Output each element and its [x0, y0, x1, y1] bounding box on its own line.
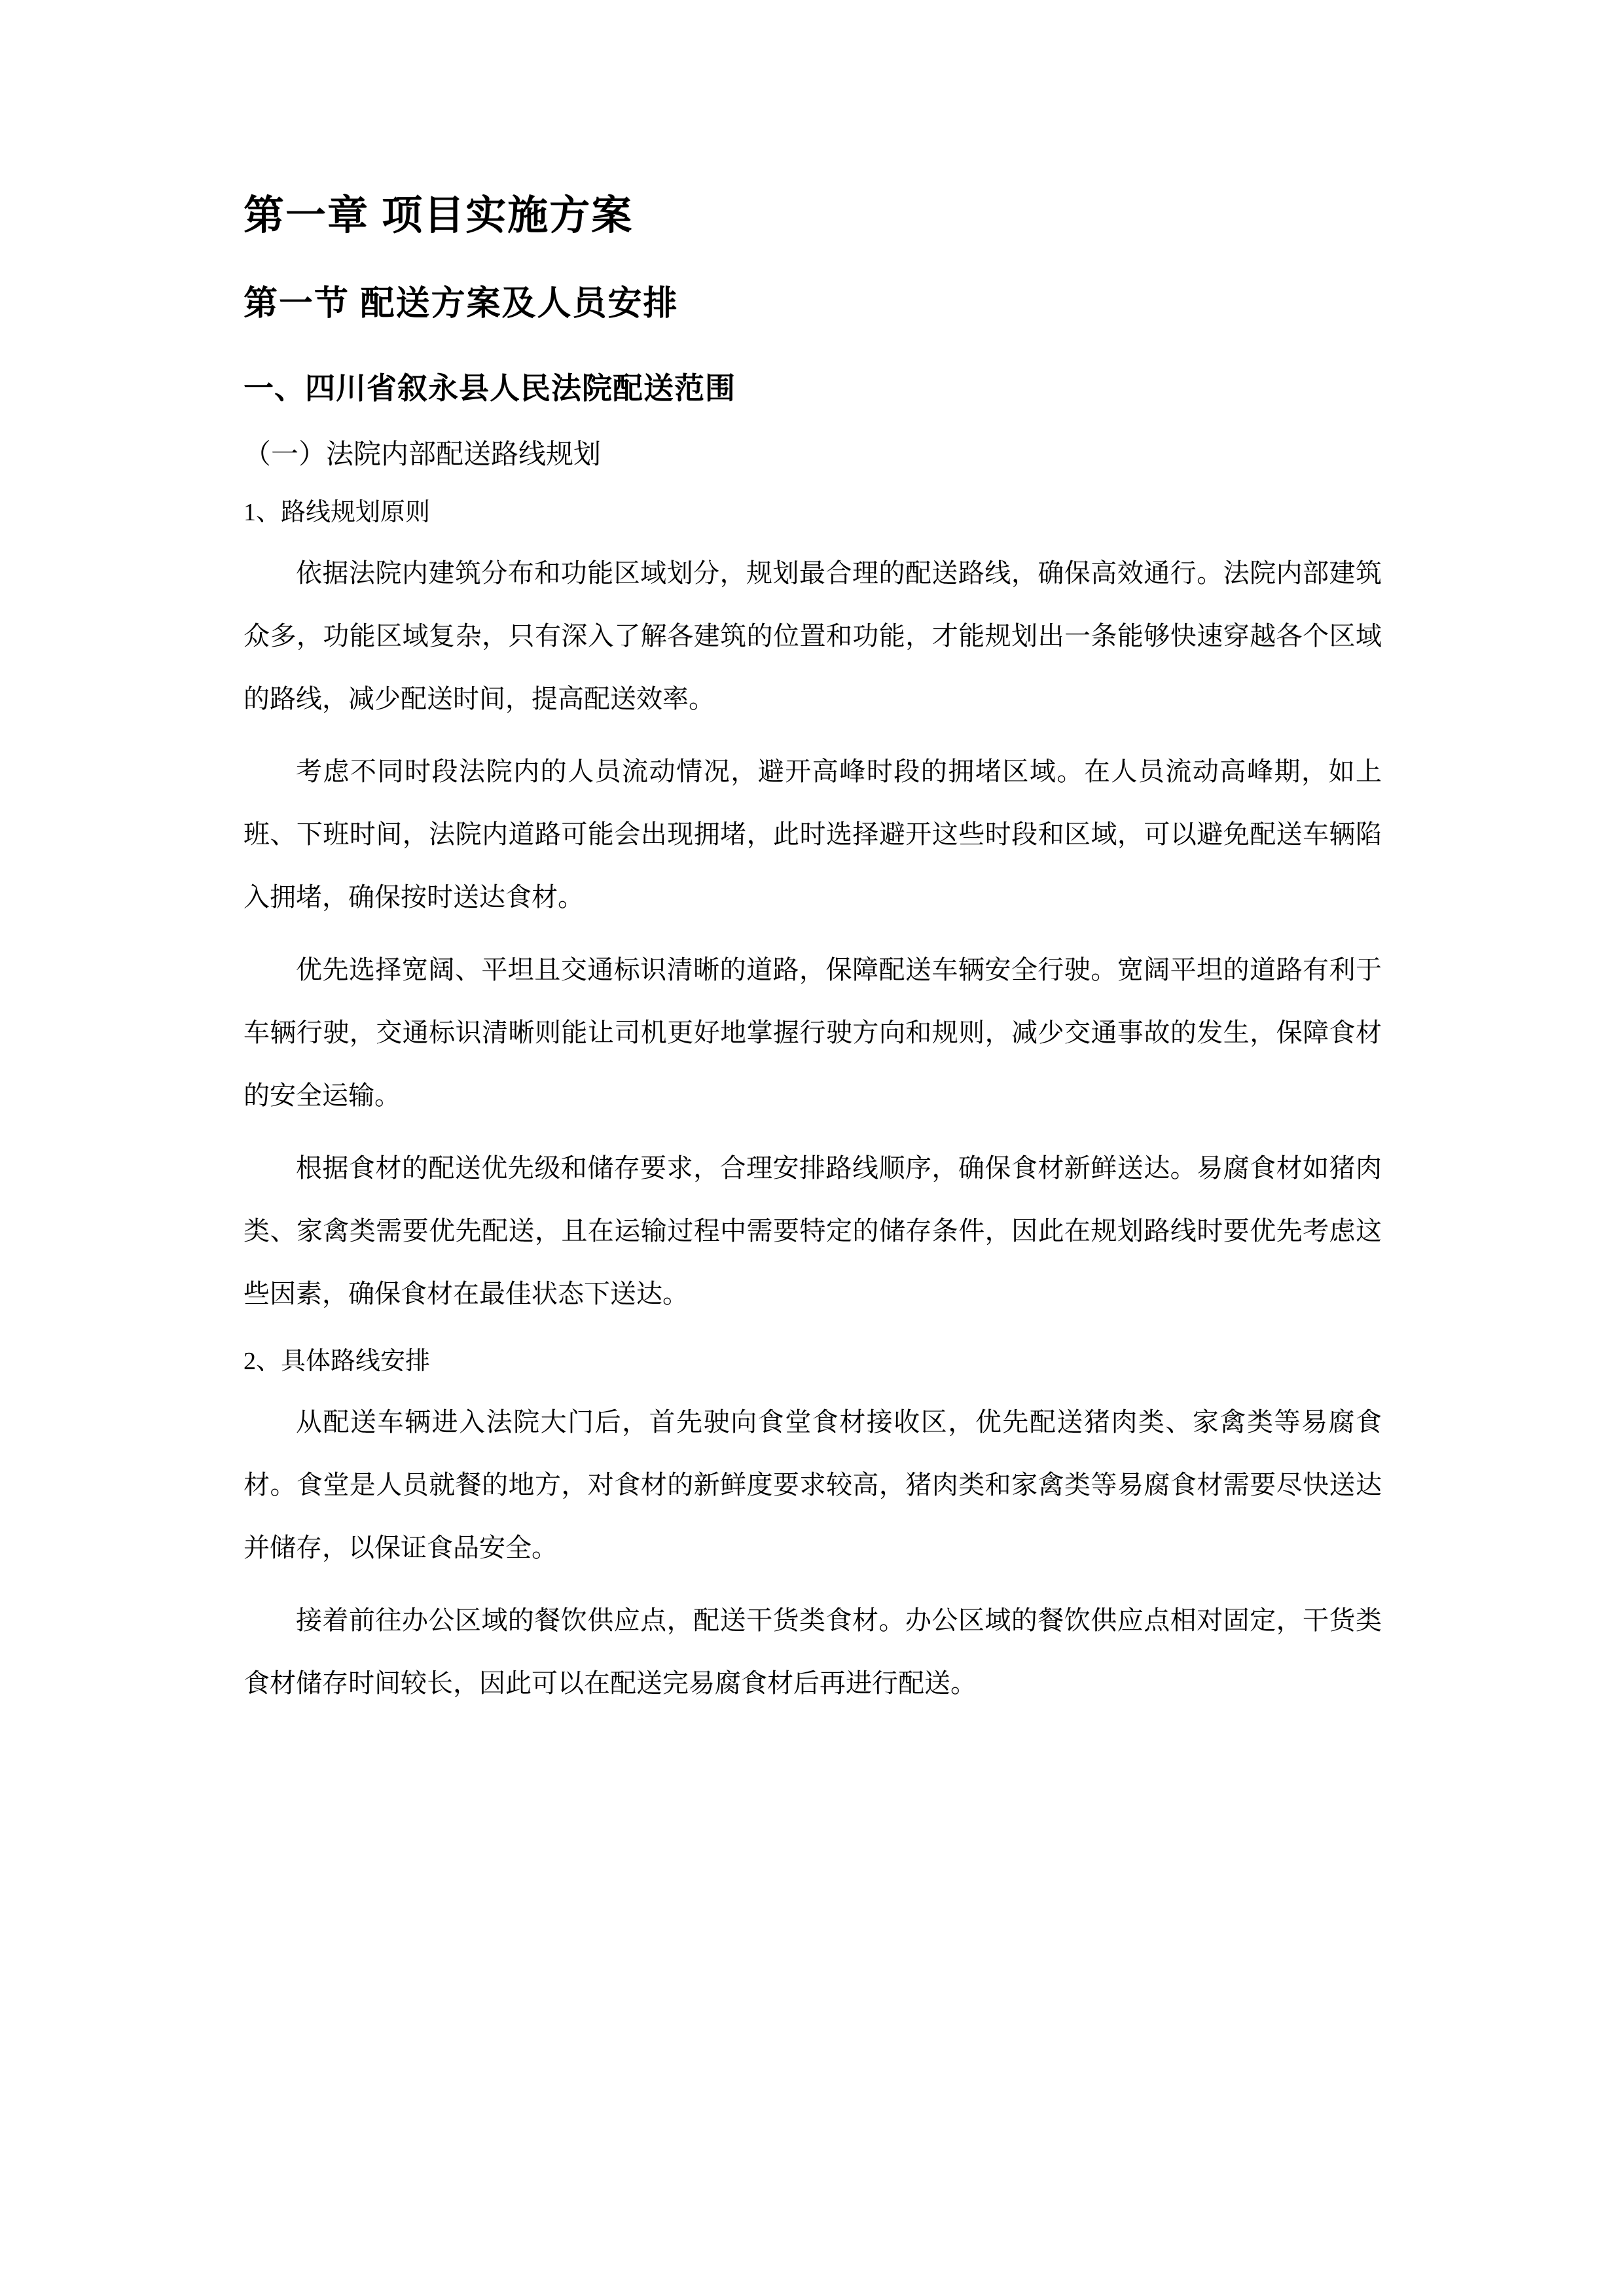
list-heading-route-principles: 1、路线规划原则 — [244, 499, 431, 526]
paragraph-route-principle-3: 优先选择宽阔、平坦且交通标识清晰的道路，保障配送车辆安全行驶。宽阔平坦的道路有利于车辆行驶，交通标识清晰则能让司机更好地掌握行驶方向和规则，减少交通事故的发生，保障食材的安全运输。 — [244, 955, 1382, 1110]
paragraph-route-arrangement-1: 从配送车辆进入法院大门后，首先驶向食堂食材接收区，优先配送猪肉类、家禽类等易腐食材。食堂是人员就餐的地方，对食材的新鲜度要求较高，猪肉类和家禽类等易腐食材需要尽快送达并储存，以保证食品安全。 — [244, 1407, 1382, 1562]
paragraph-route-principle-2: 考虑不同时段法院内的人员流动情况，避开高峰时段的拥堵区域。在人员流动高峰期，如上班、下班时间，法院内道路可能会出现拥堵，此时选择避开这些时段和区域，可以避免配送车辆陷入拥堵，确保按时送达食材。 — [244, 757, 1382, 912]
section-title: 第一节 配送方案及人员安排 — [244, 285, 679, 323]
list-heading-route-arrangement: 2、具体路线安排 — [244, 1348, 431, 1375]
subsubsection-title: （一）法院内部配送路线规划 — [244, 440, 602, 470]
paragraph-route-principle-1: 依据法院内建筑分布和功能区域划分，规划最合理的配送路线，确保高效通行。法院内部建筑众多，功能区域复杂，只有深入了解各建筑的位置和功能，才能规划出一条能够快速穿越各个区域的路线，减少配送时间，提高配送效率。 — [244, 558, 1382, 713]
subsection-title: 一、四川省叙永县人民法院配送范围 — [244, 371, 736, 405]
chapter-title: 第一章 项目实施方案 — [244, 193, 634, 238]
paragraph-route-arrangement-2: 接着前往办公区域的餐饮供应点，配送干货类食材。办公区域的餐饮供应点相对固定，干货类食材储存时间较长，因此可以在配送完易腐食材后再进行配送。 — [244, 1605, 1382, 1698]
paragraph-route-principle-4: 根据食材的配送优先级和储存要求，合理安排路线顺序，确保食材新鲜送达。易腐食材如猪肉类、家禽类需要优先配送，且在运输过程中需要特定的储存条件，因此在规划路线时要优先考虑这些因素，确保食材在最佳状态下送达。 — [244, 1153, 1382, 1308]
